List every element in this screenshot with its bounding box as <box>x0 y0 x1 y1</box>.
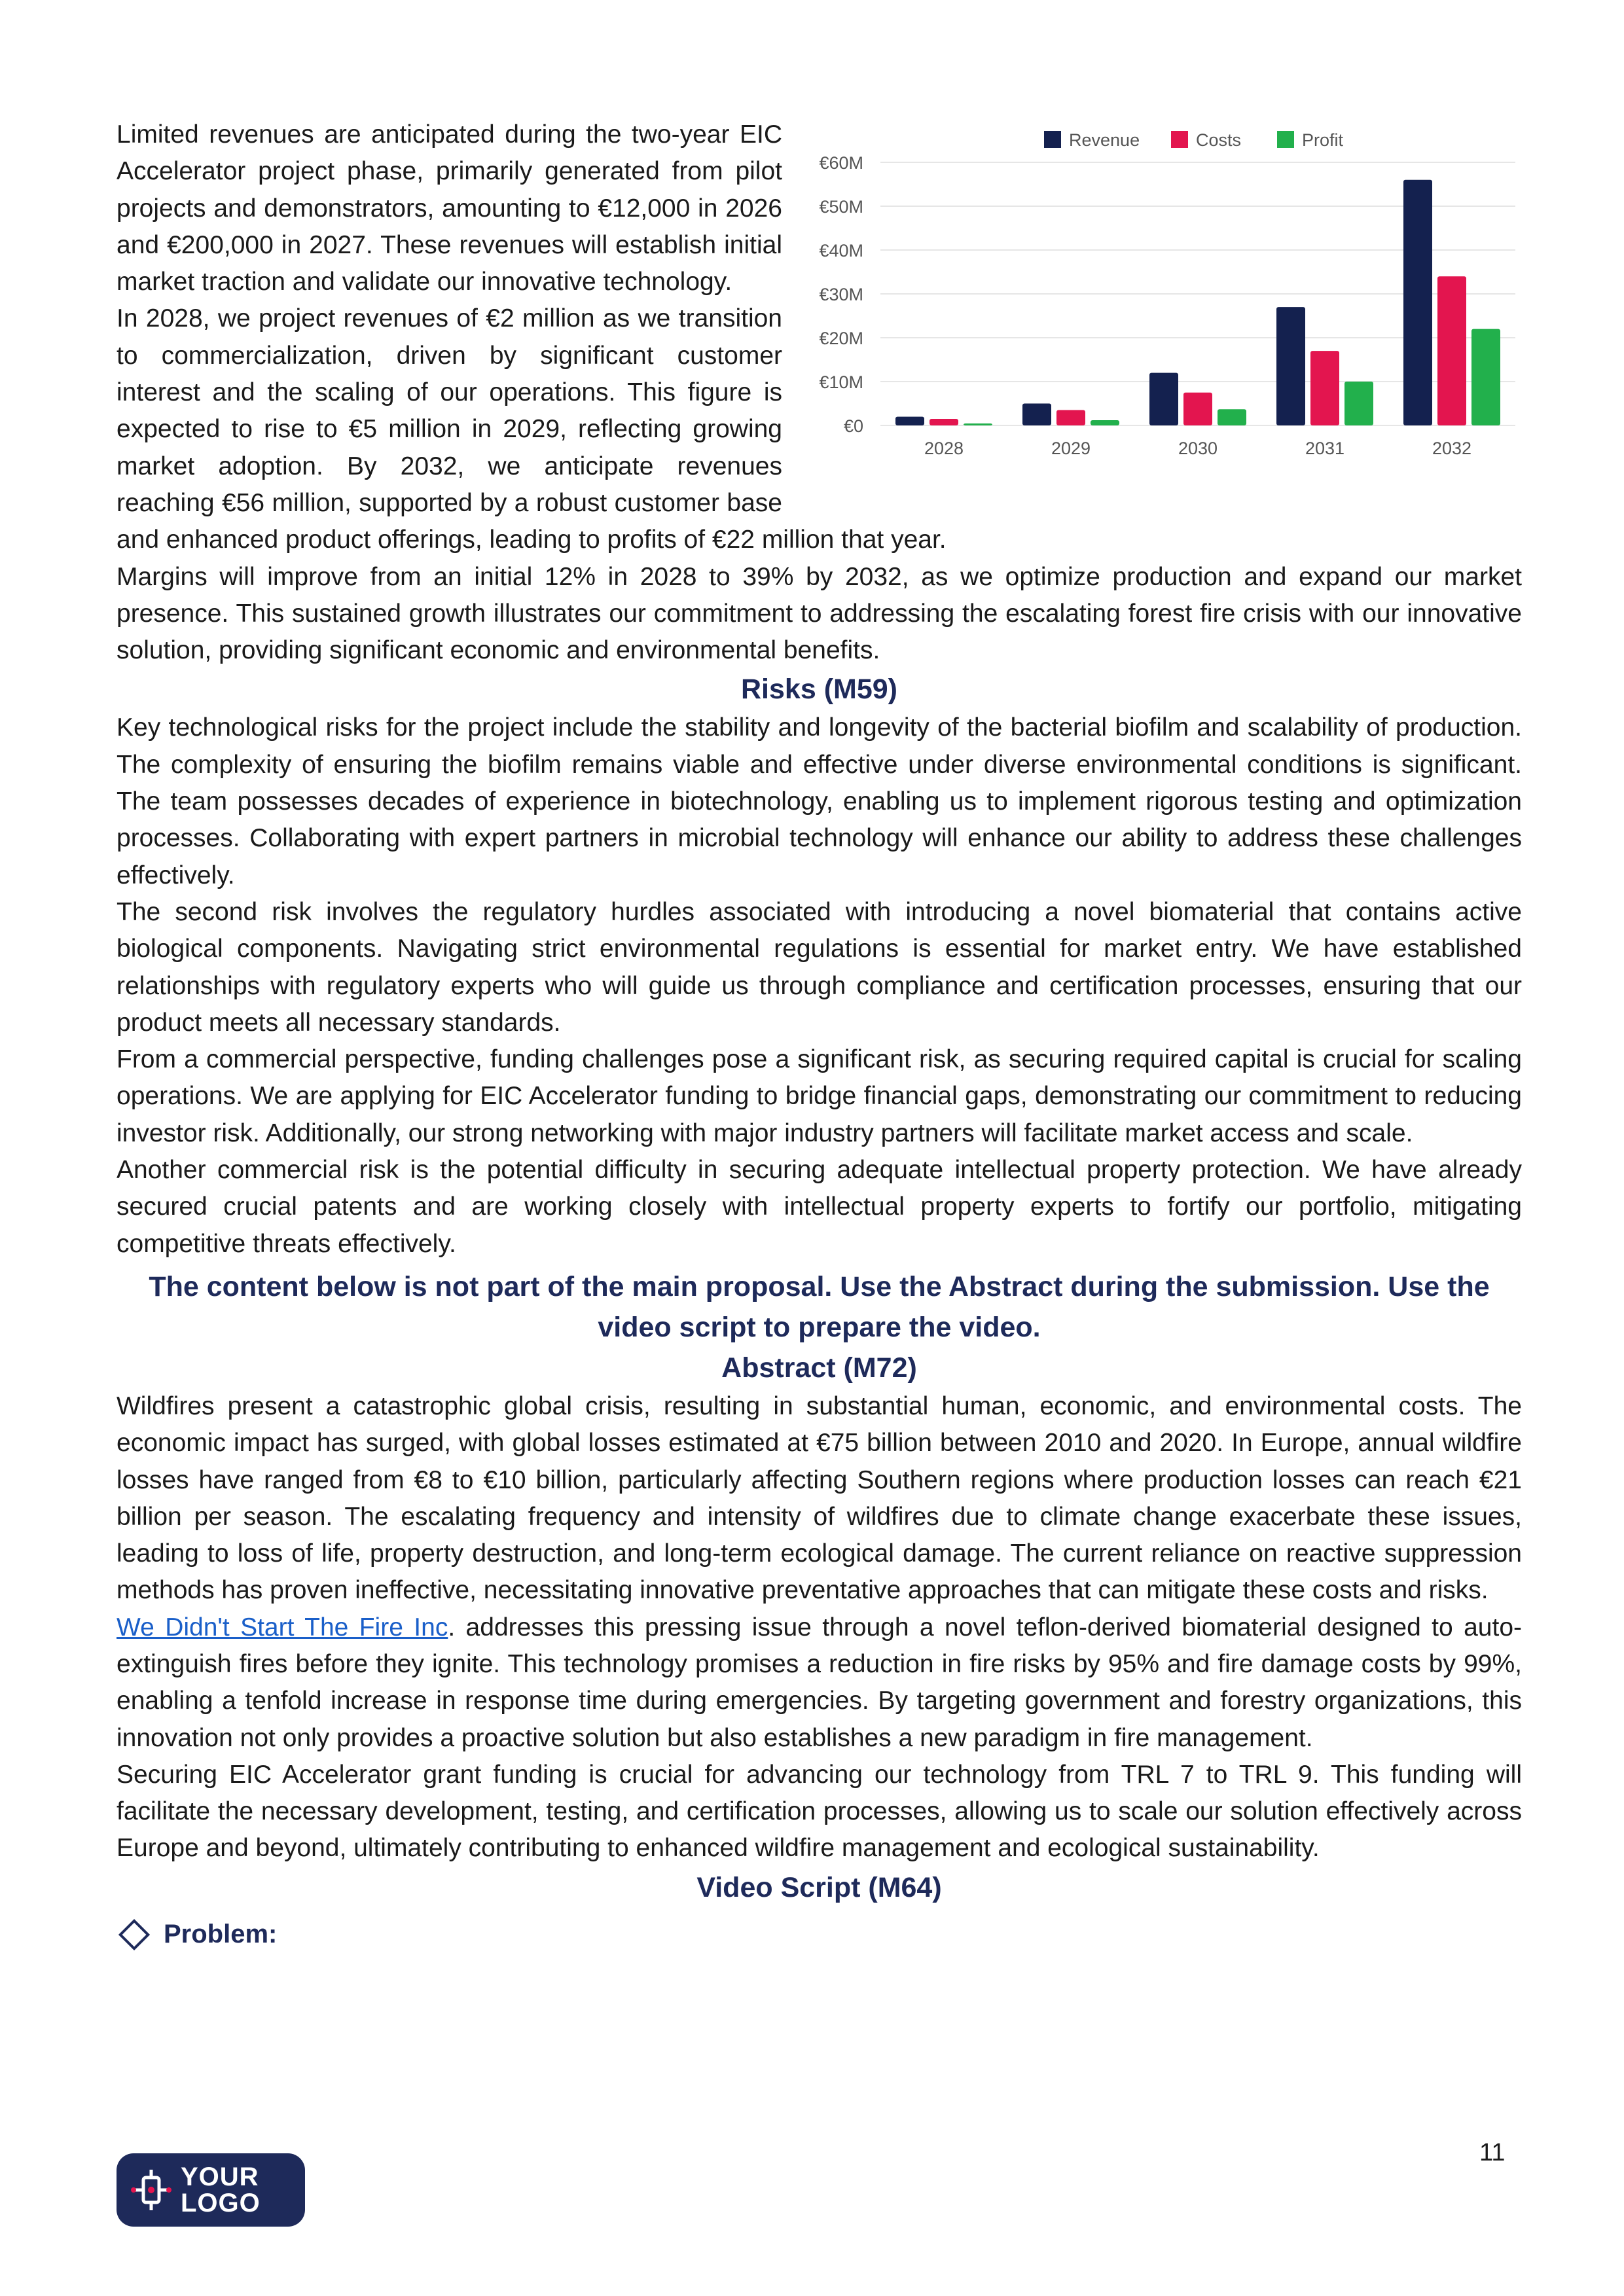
x-tick-label: 2031 <box>1305 439 1345 458</box>
bar-profit <box>1091 420 1119 425</box>
bar-revenue <box>1276 307 1305 425</box>
company-logo <box>117 2153 305 2227</box>
risks-heading: Risks (M59) <box>741 673 897 706</box>
company-link[interactable]: We Didn't Start The Fire Inc <box>117 1613 448 1641</box>
x-tick-label: 2028 <box>924 439 964 458</box>
x-tick-label: 2029 <box>1051 439 1091 458</box>
bar-revenue <box>1022 404 1051 426</box>
risks-paragraph-4: Another commercial risk is the potential difficulty in securing adequate intellectual property protection. We have already secured crucial patents and are working closely with intellectual property experts to fortify our portfolio, mitigating competitive threats effectively. <box>117 1156 1522 1258</box>
abstract-paragraph-3: Securing EIC Accelerator grant funding is crucial for advancing our technology from TRL 7 to TRL 9. This funding will facilitate the necessary development, testing, and certification processes, allowing us to scale our solution effectively across Europe and beyond, ultimately contributing to enhanced wildfire management and ecological sustainability. <box>117 1760 1522 1863</box>
bar-costs <box>1056 410 1085 425</box>
bar-revenue <box>895 417 924 425</box>
y-tick-label: €20M <box>819 329 863 348</box>
bar-costs <box>929 419 958 425</box>
submission-note: The content below is not part of the main proposal. Use the Abstract during the submission. Use the video script to prepare the video. <box>149 1270 1490 1343</box>
paragraph-intro-2: In 2028, we project revenues of €2 million as we transition to commercialization, driven by significant customer interest and the scaling of our operations. This figure is expected to rise to €5 million in 2029, reflecting growing market adoption. By 2032, we anticipate revenues reaching €56 million, supported by a robust customer base and enhanced product offerings, leading to profits of €22 million that year. <box>117 304 947 554</box>
bar-costs <box>1183 393 1212 425</box>
bar-chart <box>808 117 1522 483</box>
problem-label: Problem: <box>164 1920 278 1949</box>
paragraph-intro-3: Margins will improve from an initial 12% in 2028 to 39% by 2032, as we optimize production and expand our market presence. This sustained growth illustrates our commitment to addressing the escalating forest fire crisis with our innovative solution, providing significant economic and environmental benefits. <box>117 562 1522 665</box>
bar-revenue <box>1149 373 1178 425</box>
y-tick-label: €40M <box>819 241 863 260</box>
bar-profit <box>1344 382 1373 425</box>
risks-paragraph-1: Key technological risks for the project include the stability and longevity of the bacterial biofilm and scalability of production. The complexity of ensuring the biofilm remains viable and effective under diverse environmental conditions is significant. The team possesses decades of experience in biotechnology, enabling us to implement rigorous testing and optimization processes. Collaborating with expert partners in microbial technology will enhance our ability to address these challenges effectively. <box>117 713 1522 889</box>
x-tick-label: 2032 <box>1432 439 1472 458</box>
abstract-paragraph-2-text: . addresses this pressing issue through a novel teflon-derived biomaterial designed to auto-extinguish fires before they ignite. This technology promises a reduction in fire risks by 95% and fire damage costs by 99%, enabling a tenfold increase in response time during emergencies. By targeting government and forestry organizations, this innovation not only provides a proactive solution but also establishes a new paradigm in fire management. <box>117 1613 1522 1752</box>
x-tick-label: 2030 <box>1178 439 1218 458</box>
document-page <box>117 117 1522 1955</box>
legend-swatch <box>1171 131 1188 148</box>
legend-label: Costs <box>1196 130 1242 150</box>
y-tick-label: €0 <box>843 416 863 436</box>
bar-profit <box>1471 329 1500 425</box>
legend-swatch <box>1277 131 1294 148</box>
legend-label: Revenue <box>1069 130 1140 150</box>
bar-profit <box>1218 409 1246 425</box>
abstract-paragraph-2 <box>117 1609 1522 1757</box>
bar-costs <box>1310 351 1339 425</box>
logo-line-1: YOUR <box>181 2162 259 2191</box>
financial-chart <box>808 117 1522 483</box>
logo-text <box>181 2164 261 2216</box>
y-tick-label: €10M <box>819 372 863 392</box>
y-tick-label: €60M <box>819 153 863 173</box>
risks-paragraph-2: The second risk involves the regulatory hurdles associated with introducing a novel biomaterial that contains active biological components. Navigating strict environmental regulations is essential for market entry. We have established relationships with regulatory experts who will guide us through compliance and certification processes, ensuring that our product meets all necessary standards. <box>117 897 1522 1037</box>
risks-paragraph-3: From a commercial perspective, funding challenges pose a significant risk, as securing required capital is crucial for scaling operations. We are applying for EIC Accelerator funding to bridge financial gaps, demonstrating our commitment to reducing investor risk. Additionally, our strong networking with major industry partners will facilitate market access and scale. <box>117 1045 1522 1147</box>
legend-swatch <box>1044 131 1061 148</box>
problem-item <box>117 1914 1522 1955</box>
y-tick-label: €30M <box>819 285 863 304</box>
video-script-heading: Video Script (M64) <box>696 1871 942 1903</box>
legend-label: Profit <box>1302 130 1344 150</box>
y-tick-label: €50M <box>819 197 863 217</box>
page-number: 11 <box>1479 2139 1506 2166</box>
abstract-paragraph-1: Wildfires present a catastrophic global crisis, resulting in substantial human, economic, and environmental costs. The economic impact has surged, with global losses estimated at €75 billion between 2010 and 2020. In Europe, annual wildfire losses have ranged from €8 to €10 billion, particularly affecting Southern regions where production losses can reach €21 billion per season. The escalating frequency and intensity of wildfires due to climate change exacerbate these issues, leading to loss of life, property destruction, and long-term ecological damage. The current reliance on reactive suppression methods has proven ineffective, necessitating innovative preventative approaches that can mitigate these costs and risks. <box>117 1391 1522 1605</box>
diamond-icon <box>118 1919 150 1950</box>
logo-line-2: LOGO <box>181 2189 261 2217</box>
logo-mark-icon <box>131 2170 171 2210</box>
bar-revenue <box>1403 180 1432 425</box>
abstract-heading: Abstract (M72) <box>721 1352 917 1384</box>
bar-costs <box>1437 276 1466 425</box>
bar-profit <box>964 423 992 425</box>
paragraph-intro-1: Limited revenues are anticipated during the two-year EIC Accelerator project phase, primarily generated from pilot projects and demonstrators, amounting to €12,000 in 2026 and €200,000 in 2027. These revenues will establish initial market traction and validate our innovative technology. <box>117 120 782 296</box>
